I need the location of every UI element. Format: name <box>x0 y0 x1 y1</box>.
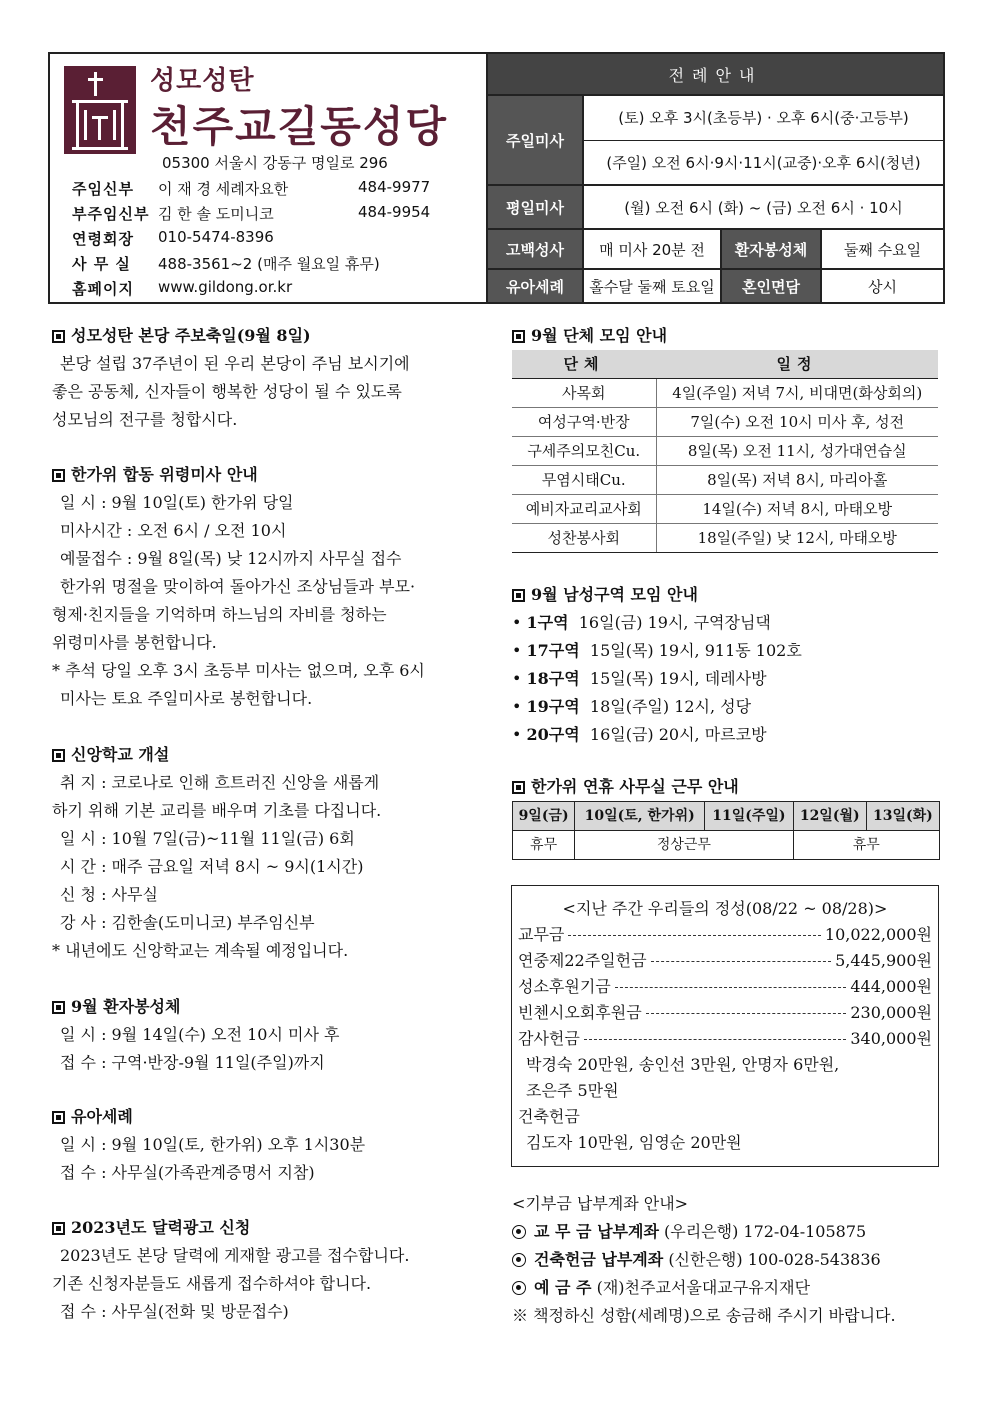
detail-line: 일 시 : 9월 14일(수) 오전 10시 미사 후 <box>60 1025 340 1044</box>
section-heading: 신앙학교 개설 <box>52 741 472 769</box>
body-text: 성모님의 전구를 청합시다. <box>52 410 238 429</box>
staff-name: 김 한 솔 도미니코 <box>158 205 274 223</box>
infant-baptism-value: 홀수달 둘째 토요일 <box>584 270 722 302</box>
staff-contact: 010-5474-8396 <box>158 228 274 246</box>
staff-phone: 484-9954 <box>358 203 431 221</box>
table-row <box>512 466 938 495</box>
group-schedule: 18일(주일) 낮 12시, 마태오방 <box>656 524 938 553</box>
confession-row <box>488 230 943 270</box>
parish-name-line1: 성모성탄 <box>150 66 255 96</box>
sunday-mass-label: 주일미사 <box>488 96 584 184</box>
mass-schedule-title: 전례안내 <box>488 54 943 96</box>
donation-accounts-section <box>512 1190 942 1330</box>
offering-row: 성소후원기금 444,000원 <box>518 977 932 996</box>
body-text: 위령미사를 봉헌합니다. <box>52 633 217 652</box>
confession-label: 고백성사 <box>488 230 584 268</box>
section-heading: 9월 단체 모임 안내 <box>512 322 942 350</box>
feast-section <box>52 322 472 434</box>
body-text: 2023년도 본당 달력에 게재할 광고를 접수합니다. <box>60 1246 410 1265</box>
parish-info <box>50 54 488 302</box>
group-meetings-table <box>512 350 938 553</box>
accounts-title: <기부금 납부계좌 안내> <box>512 1194 689 1213</box>
section-heading: 9월 남성구역 모임 안내 <box>512 581 942 609</box>
section-heading: 성모성탄 본당 주보축일(9월 8일) <box>52 322 472 350</box>
staff-label: 연령회장 <box>72 230 134 248</box>
detail-line: 일 시 : 9월 10일(토, 한가위) 오후 1시30분 <box>60 1135 366 1154</box>
note-text: * 내년에도 신앙학교는 계속될 예정입니다. <box>52 941 349 960</box>
weekday-mass-label: 평일미사 <box>488 186 584 228</box>
office-status: 정상근무 <box>575 831 793 860</box>
detail-line: 취 지 : 코로나로 인해 흐트러진 신앙을 새롭게 <box>60 773 380 792</box>
square-bullet-icon <box>512 589 525 602</box>
list-item: • 19구역 18일(주일) 12시, 성당 <box>512 697 752 716</box>
square-bullet-icon <box>52 1222 65 1235</box>
office-status: 휴무 <box>513 831 575 860</box>
group-schedule: 4일(주일) 저녁 7시, 비대면(화상회의) <box>656 379 938 408</box>
detail-line: 접 수 : 사무실(전화 및 방문접수) <box>60 1302 289 1321</box>
day-header: 12일(월) <box>793 802 866 831</box>
staff-row <box>72 178 430 199</box>
offering-row: 연중제22주일헌금 5,445,900원 <box>518 951 932 970</box>
table-row <box>512 379 938 408</box>
donor-list: 박경숙 20만원, 송인선 3만원, 안명자 6만원, <box>526 1055 840 1074</box>
list-item: • 17구역 15일(목) 19시, 911동 102호 <box>512 641 802 660</box>
sunday-mass-sunday: (주일) 오전 6시·9시·11시(교중)·오후 6시(청년) <box>606 153 921 172</box>
detail-line: 예물접수 : 9월 8일(목) 낮 12시까지 사무실 접수 <box>60 549 402 568</box>
detail-line: 하기 위해 기본 교리를 배우며 기초를 다집니다. <box>52 801 382 820</box>
group-name: 성찬봉사회 <box>512 524 656 553</box>
staff-row <box>72 228 274 249</box>
marriage-value: 상시 <box>868 277 897 296</box>
account-row: 교 무 금 납부계좌 (우리은행) 172-04-105875 <box>512 1218 942 1246</box>
staff-row <box>72 203 430 224</box>
infant-baptism-section <box>52 1103 472 1187</box>
parish-name-line2: 천주교길동성당 <box>150 102 449 151</box>
radio-bullet-icon <box>512 1281 526 1295</box>
parish-address: 05300 서울시 강동구 명일로 296 <box>162 154 388 172</box>
column-header: 단체 <box>512 350 656 379</box>
group-schedule: 8일(목) 오전 11시, 성가대연습실 <box>656 437 938 466</box>
detail-line: 시 간 : 매주 금요일 저녁 8시 ~ 9시(1시간) <box>60 857 364 876</box>
donor-list: 조은주 5만원 <box>526 1081 619 1100</box>
list-item: • 20구역 16일(금) 20시, 마르코방 <box>512 725 767 744</box>
marriage-label: 혼인면담 <box>722 270 822 302</box>
radio-bullet-icon <box>512 1253 526 1267</box>
group-name: 사목회 <box>512 379 656 408</box>
mens-zone-section <box>512 581 942 749</box>
staff-label: 주임신부 <box>72 180 134 198</box>
staff-label: 부주임신부 <box>72 205 150 223</box>
sunday-mass-row <box>488 96 943 186</box>
sick-communion-section <box>52 993 472 1077</box>
section-heading: 9월 환자봉성체 <box>52 993 472 1021</box>
radio-bullet-icon <box>512 1225 526 1239</box>
body-text: 좋은 공동체, 신자들이 행복한 성당이 될 수 있도록 <box>52 382 402 401</box>
donor-list: 김도자 10만원, 임영순 20만원 <box>526 1133 742 1152</box>
faith-school-section <box>52 741 472 965</box>
day-header: 10일(토, 한가위) <box>575 802 705 831</box>
square-bullet-icon <box>512 781 525 794</box>
table-row <box>512 524 938 553</box>
body-text: 기존 신청자분들도 새롭게 접수하셔야 합니다. <box>52 1274 372 1293</box>
square-bullet-icon <box>52 330 65 343</box>
group-name: 예비자교리교사회 <box>512 495 656 524</box>
day-header: 13일(화) <box>866 802 939 831</box>
square-bullet-icon <box>52 1111 65 1124</box>
group-schedule: 8일(목) 저녁 8시, 마리아홀 <box>656 466 938 495</box>
sick-communion-value: 둘째 수요일 <box>843 240 922 259</box>
note-text: 미사는 토요 주일미사로 봉헌합니다. <box>60 689 313 708</box>
body-text: 본당 설립 37주년이 된 우리 본당이 주님 보시기에 <box>60 354 410 373</box>
group-name: 구세주의모친Cu. <box>512 437 656 466</box>
infant-baptism-label: 유아세례 <box>488 270 584 302</box>
homepage-link[interactable]: www.gildong.or.kr <box>158 278 293 296</box>
office-status: 휴무 <box>793 831 939 860</box>
detail-line: 접 수 : 사무실(가족관계증명서 지참) <box>60 1163 315 1182</box>
detail-line: 강 사 : 김한솔(도미니코) 부주임신부 <box>60 913 315 932</box>
weekday-mass-row <box>488 186 943 230</box>
detail-line: 접 수 : 구역·반장-9월 11일(주일)까지 <box>60 1053 325 1072</box>
square-bullet-icon <box>52 749 65 762</box>
bulletin-header <box>48 52 945 304</box>
staff-row <box>72 278 292 299</box>
table-row <box>512 495 938 524</box>
square-bullet-icon <box>52 1001 65 1014</box>
group-schedule: 7일(수) 오전 10시 미사 후, 성전 <box>656 408 938 437</box>
mass-schedule <box>488 54 943 302</box>
staff-name: 이 재 경 세례자요한 <box>158 180 289 198</box>
holiday-office-section <box>512 773 942 860</box>
confession-value: 매 미사 20분 전 <box>584 230 722 268</box>
section-heading: 한가위 합동 위령미사 안내 <box>52 461 472 489</box>
offering-row: 빈첸시오회후원금 230,000원 <box>518 1003 932 1022</box>
square-bullet-icon <box>52 469 65 482</box>
memorial-mass-section <box>52 461 472 713</box>
staff-label: 홈페이지 <box>72 280 134 298</box>
calendar-ad-section <box>52 1214 472 1326</box>
building-fund-label: 건축헌금 <box>518 1107 580 1126</box>
offering-summary-box <box>511 885 939 1167</box>
group-schedule: 14일(수) 저녁 8시, 마태오방 <box>656 495 938 524</box>
accounts-note: ※ 책정하신 성함(세례명)으로 송금해 주시기 바랍니다. <box>512 1306 896 1325</box>
account-row: 예 금 주 (재)천주교서울대교구유지재단 <box>512 1274 942 1302</box>
offering-title: <지난 주간 우리들의 정성(08/22 ~ 08/28)> <box>562 899 888 918</box>
day-header: 11일(주일) <box>705 802 793 831</box>
account-row: 건축헌금 납부계좌 (신한은행) 100-028-543836 <box>512 1246 942 1274</box>
day-header: 9일(금) <box>513 802 575 831</box>
section-heading: 2023년도 달력광고 신청 <box>52 1214 472 1242</box>
group-meetings-section <box>512 322 942 553</box>
section-heading: 한가위 연휴 사무실 근무 안내 <box>512 773 942 801</box>
office-contact: 488-3561~2 (매주 월요일 휴무) <box>158 255 380 273</box>
group-name: 여성구역·반장 <box>512 408 656 437</box>
note-text: * 추석 당일 오후 3시 초등부 미사는 없으며, 오후 6시 <box>52 661 425 680</box>
weekday-mass-value: (월) 오전 6시 (화) ~ (금) 오전 6시 · 10시 <box>624 198 903 217</box>
parish-logo <box>64 66 136 154</box>
detail-line: 신 청 : 사무실 <box>60 885 158 904</box>
detail-line: 미사시간 : 오전 6시 / 오전 10시 <box>60 521 287 540</box>
detail-line: 일 시 : 9월 10일(토) 한가위 당일 <box>60 493 294 512</box>
detail-line: 한가위 명절을 맞이하여 돌아가신 조상님들과 부모· <box>60 577 416 596</box>
column-header: 일정 <box>656 350 938 379</box>
infant-baptism-row <box>488 270 943 302</box>
list-item: • 1구역 16일(금) 19시, 구역장님댁 <box>512 613 771 632</box>
detail-line: 일 시 : 10월 7일(금)~11월 11일(금) 6회 <box>60 829 355 848</box>
body-text: 형제·친지들을 기억하며 하느님의 자비를 청하는 <box>52 605 387 624</box>
group-name: 무염시태Cu. <box>512 466 656 495</box>
staff-phone: 484-9977 <box>358 178 431 196</box>
offering-row: 교무금 10,022,000원 <box>518 925 932 944</box>
list-item: • 18구역 15일(목) 19시, 데레사방 <box>512 669 767 688</box>
church-logo-icon <box>64 66 136 154</box>
office-hours-table <box>512 801 940 860</box>
staff-label: 사 무 실 <box>72 255 131 273</box>
section-heading: 유아세례 <box>52 1103 472 1131</box>
table-row <box>512 437 938 466</box>
offering-row: 감사헌금 340,000원 <box>518 1029 932 1048</box>
table-row <box>512 408 938 437</box>
staff-row <box>72 253 380 274</box>
sick-communion-label: 환자봉성체 <box>722 230 822 268</box>
sunday-mass-saturday: (토) 오후 3시(초등부) · 오후 6시(중·고등부) <box>584 96 943 141</box>
square-bullet-icon <box>512 330 525 343</box>
